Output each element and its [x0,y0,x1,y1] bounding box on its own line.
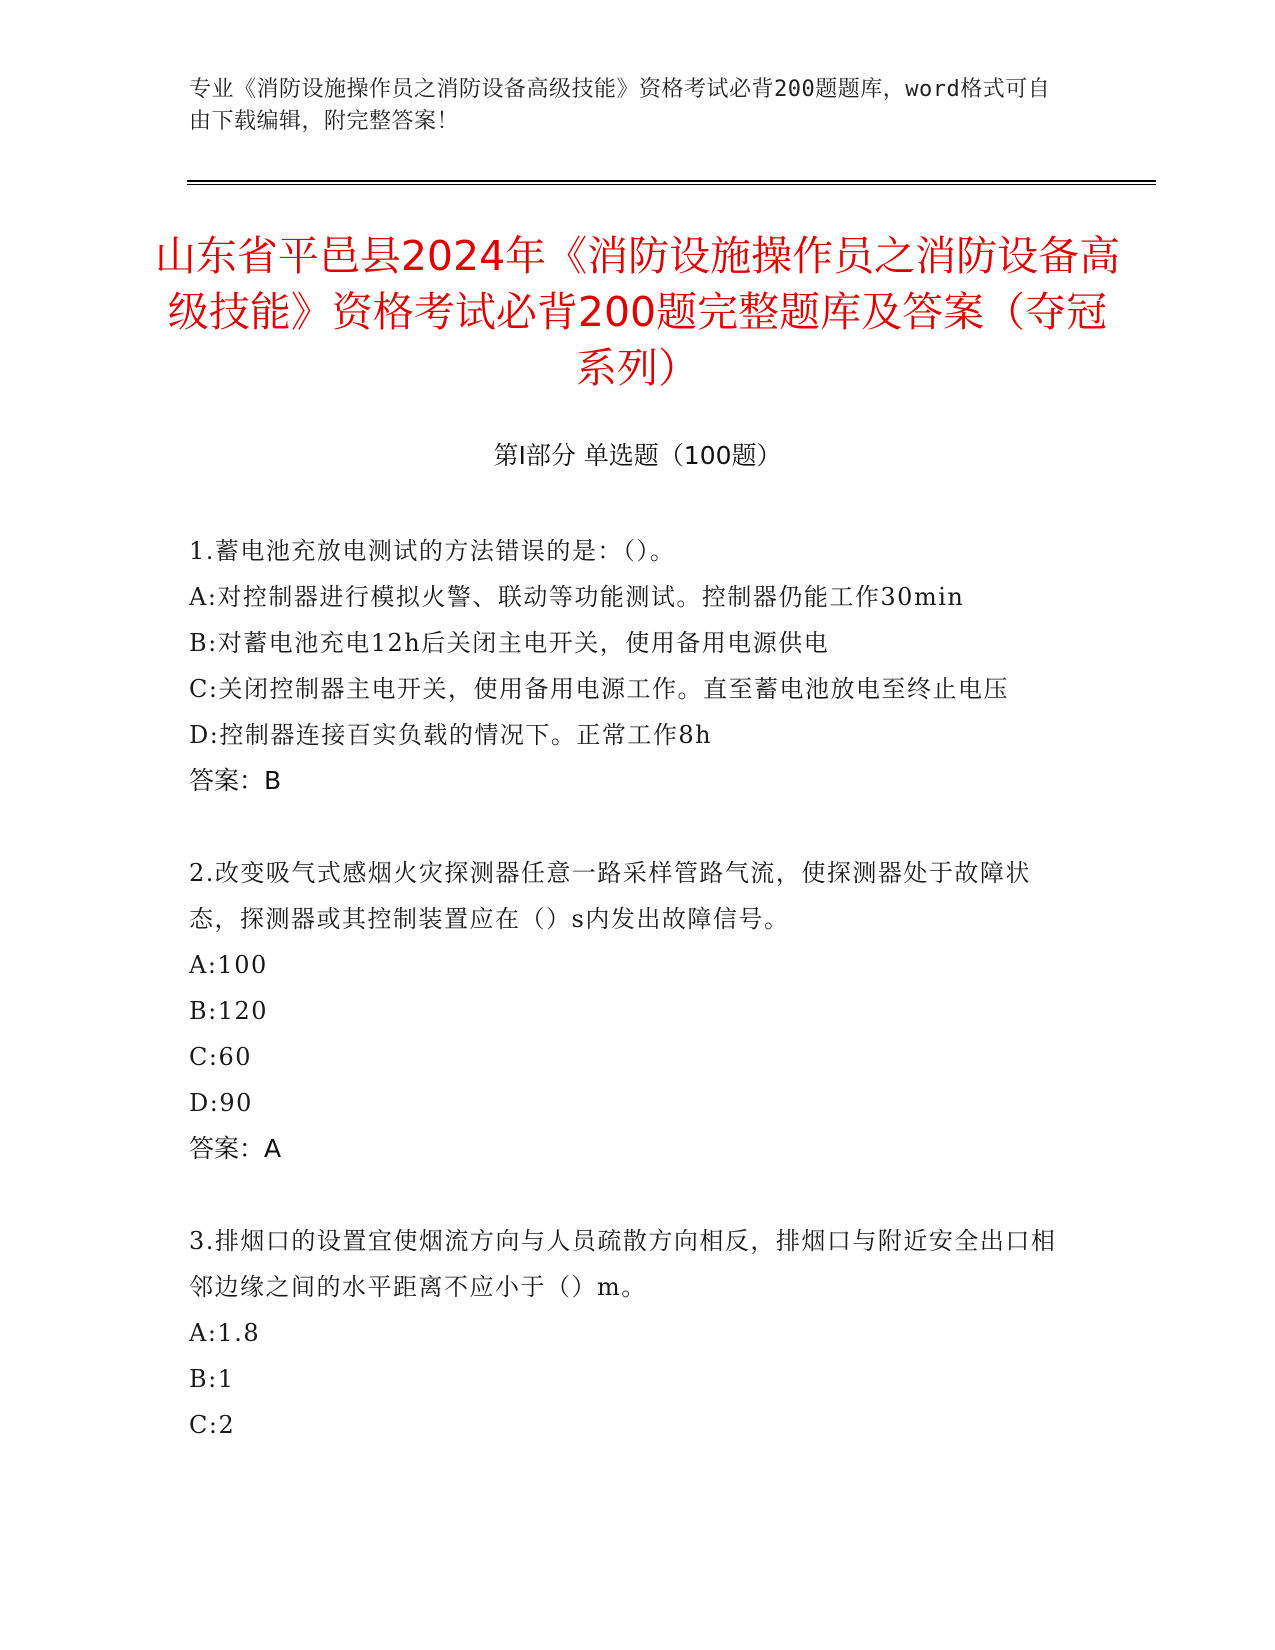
section-title: 第Ⅰ部分 单选题（100题） [493,441,782,470]
option-d: D:90 [189,1089,253,1117]
header-note: 专业《消防设施操作员之消防设备高级技能》资格考试必背200题题库，word格式可自由下载编辑，附完整答案！ [189,77,1051,134]
question-stem: 1.蓄电池充放电测试的方法错误的是：（）。 [189,537,676,565]
document-title: 山东省平邑县2024年《消防设施操作员之消防设备高级技能》资格考试必背200题完整题库及答案（夺冠系列） [154,232,1121,392]
question-list [189,528,1069,1494]
option-c: C:2 [189,1411,236,1439]
answer: 答案：A [189,1134,282,1163]
option-d: D:控制器连接百实负载的情况下。正常工作8h [189,721,713,749]
option-c: C:60 [189,1043,252,1071]
question-stem: 2.改变吸气式感烟火灾探测器任意一路采样管路气流，使探测器处于故障状态，探测器或其控制装置应在（）s内发出故障信号。 [189,859,1031,933]
option-b: B:120 [189,997,269,1025]
option-a: A:100 [189,951,268,979]
header-divider-thin [187,184,1156,185]
header-divider-thick [187,180,1156,182]
option-a: A:1.8 [189,1319,261,1347]
option-b: B:1 [189,1365,235,1393]
question-3 [189,1218,1069,1448]
option-a: A:对控制器进行模拟火警、联动等功能测试。控制器仍能工作30min [189,583,965,611]
question-2 [189,850,1069,1172]
option-c: C:关闭控制器主电开关，使用备用电源工作。直至蓄电池放电至终止电压 [189,675,1009,703]
question-1 [189,528,1069,804]
answer: 答案：B [189,766,282,795]
option-b: B:对蓄电池充电12h后关闭主电开关，使用备用电源供电 [189,629,830,657]
question-stem: 3.排烟口的设置宜使烟流方向与人员疏散方向相反，排烟口与附近安全出口相邻边缘之间的水平距离不应小于（）m。 [189,1227,1057,1301]
